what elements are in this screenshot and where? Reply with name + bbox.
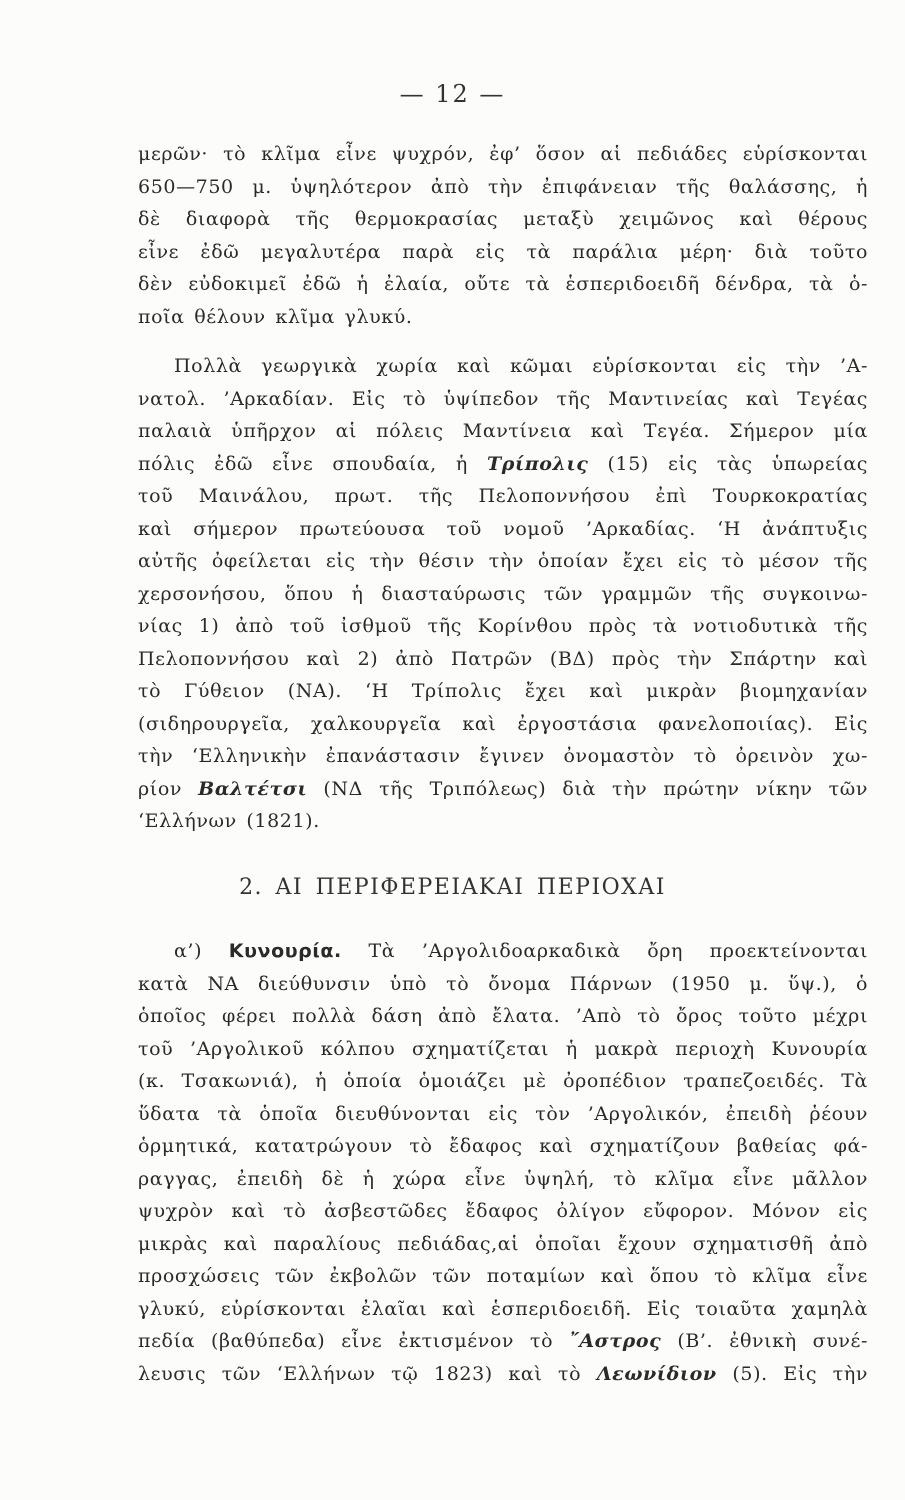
place-name-tripolis: Τρίπολις: [487, 452, 589, 475]
text-line: δὲν εὐδοκιμεῖ ἐδῶ ἡ ἐλαία, οὔτε τὰ ἑσπεριδοειδῆ δένδρα, τὰ ὁ-: [138, 273, 868, 295]
text-line: νίας 1) ἀπὸ τοῦ ἰσθμοῦ τῆς Κορίνθου πρὸς τὰ νοτιοδυτικὰ τῆς: [138, 615, 868, 637]
text-line: νατολ. ’Αρκαδίαν. Εἰς τὸ ὑψίπεδον τῆς Μαντινείας καὶ Τεγέας: [138, 387, 868, 410]
text-run: ρίον: [138, 777, 183, 800]
text-line: τοῦ Μαινάλου, πρωτ. τῆς Πελοποννήσου ἐπὶ Τουρκοκρατίας: [138, 485, 868, 507]
text-line: 650—750 μ. ὑψηλότερον ἀπὸ τὴν ἐπιφάνειαν τῆς θαλάσσης, ἡ: [138, 175, 868, 198]
paragraph-kynouria: [138, 935, 868, 1390]
text-run: (5). Εἰς τὴν: [732, 1362, 868, 1385]
text-line: ὕδατα τὰ ὁποῖα διευθύνονται εἰς τὸν ’Αργολικόν, ἐπειδὴ ῥέουν: [138, 1102, 868, 1125]
text-line: τοῦ ’Αργολικοῦ κόλπου σχηματίζεται ἡ μακρὰ περιοχὴ Κυνουρία: [138, 1037, 868, 1060]
text-line: [138, 448, 868, 481]
text-line: τὸ Γύθειον (ΝΑ). ‘Η Τρίπολις ἔχει καὶ μικρὰν βιομηχανίαν: [138, 680, 868, 702]
text-line: κατὰ ΝΑ διεύθυνσιν ὑπὸ τὸ ὄνομα Πάρνων (1950 μ. ὕψ.), ὁ: [138, 972, 868, 995]
text-line: εἶνε ἐδῶ μεγαλυτέρα παρὰ εἰς τὰ παράλια μέρη· διὰ τοῦτο: [138, 240, 868, 263]
text-line: προσχώσεις τῶν ἐκβολῶν τῶν ποταμίων καὶ ὅπου τὸ κλῖμα εἶνε: [138, 1265, 868, 1287]
text-line: [138, 773, 868, 806]
text-line: αὐτῆς ὀφείλεται εἰς τὴν θέσιν τὴν ὁποίαν ἔχει εἰς τὸ μέσον τῆς: [138, 550, 868, 572]
section-heading: 2. ΑΙ ΠΕΡΙΦΕΡΕΙΑΚΑΙ ΠΕΡΙΟΧΑΙ: [239, 875, 666, 900]
text-line: (σιδηρουργεῖα, χαλκουργεῖα καὶ ἐργοστάσια φανελοποιίας). Εἰς: [138, 712, 868, 735]
text-run: (Β’. ἐθνικὴ συνέ-: [677, 1330, 868, 1352]
text-run: λευσις τῶν ‘Ελλήνων τῷ 1823) καὶ τὸ: [138, 1362, 582, 1385]
place-name-valtetsi: Βαλτέτσι: [198, 777, 308, 800]
text-line: δὲ διαφορὰ τῆς θερμοκρασίας μεταξὺ χειμῶνος καὶ θέρους: [138, 208, 868, 230]
place-name-leonidion: Λεωνίδιον: [596, 1362, 717, 1385]
text-line: ψυχρὸν καὶ τὸ ἀσβεστῶδες ἔδαφος ὀλίγον εὔφορον. Μόνον εἰς: [138, 1200, 868, 1222]
text-line: ‘Ελλήνων (1821).: [138, 810, 320, 832]
text-line: παλαιὰ ὑπῆρχον αἱ πόλεις Μαντίνεια καὶ Τεγέα. Σήμερον μία: [138, 420, 868, 442]
text-line: μερῶν· τὸ κλῖμα εἶνε ψυχρόν, ἐφ’ ὅσον αἱ πεδιάδες εὑρίσκονται: [138, 143, 868, 165]
text-line: (κ. Τσακωνιά), ἡ ὁποία ὁμοιάζει μὲ ὀροπέδιον τραπεζοειδές. Τὰ: [138, 1070, 868, 1092]
text-run: πεδία (βαθύπεδα) εἶνε ἐκτισμένον τὸ: [138, 1330, 554, 1352]
text-line: [138, 935, 868, 968]
text-line: μικρὰς καὶ παραλίους πεδιάδας,αἱ ὁποῖαι ἔχουν σχηματισθῆ ἀπὸ: [138, 1232, 868, 1255]
text-run: (ΝΔ τῆς Τριπόλεως) διὰ τὴν πρώτην νίκην τῶν: [323, 777, 868, 800]
text-line: ραγγας, ἐπειδὴ δὲ ἡ χώρα εἶνε ὑψηλή, τὸ κλῖμα εἶνε μᾶλλον: [138, 1167, 868, 1190]
paragraph-climate: [138, 138, 868, 333]
region-name-kynouria: Κυνουρία.: [228, 940, 342, 962]
paragraph-tripolis: [138, 350, 868, 838]
text-line: ὁποῖος φέρει πολλὰ δάση ἀπὸ ἔλατα. ’Απὸ τὸ ὄρος τοῦτο μέχρι: [138, 1005, 868, 1027]
text-line: γλυκύ, εὑρίσκονται ἐλαῖαι καὶ ἑσπεριδοειδῆ. Εἰς τοιαῦτα χαμηλὰ: [138, 1297, 868, 1320]
text-line: Πολλὰ γεωργικὰ χωρία καὶ κῶμαι εὑρίσκονται εἰς τὴν ’Α-: [174, 355, 868, 377]
text-run: (15) εἰς τὰς ὑπωρείας: [607, 452, 868, 475]
text-line: [138, 1325, 868, 1358]
text-line: ὁρμητικά, κατατρώγουν τὸ ἔδαφος καὶ σχηματίζουν βαθείας φά-: [138, 1135, 868, 1157]
text-line: καὶ σήμερον πρωτεύουσα τοῦ νομοῦ ’Αρκαδίας. ‘Η ἀνάπτυξις: [138, 517, 868, 540]
text-line: τὴν ‘Ελληνικὴν ἐπανάστασιν ἔγινεν ὀνομαστὸν τὸ ὀρεινὸν χω-: [138, 745, 868, 767]
text-run: α’): [174, 940, 203, 962]
place-name-astros: ῎Αστρος: [569, 1330, 662, 1352]
text-line: Πελοποννήσου καὶ 2) ἀπὸ Πατρῶν (ΒΔ) πρὸς τὴν Σπάρτην καὶ: [138, 647, 868, 670]
text-line: [138, 1358, 868, 1391]
text-line: ποῖα θέλουν κλῖμα γλυκύ.: [138, 305, 413, 328]
text-line: χερσονήσου, ὅπου ἡ διασταύρωσις τῶν γραμμῶν τῆς συγκοινω-: [138, 582, 868, 605]
text-run: πόλις ἐδῶ εἶνε σπουδαία, ἡ: [138, 452, 468, 475]
text-run: Τὰ ’Αργολιδοαρκαδικὰ ὄρη προεκτείνονται: [368, 940, 868, 962]
page-number: — 12 —: [399, 80, 506, 108]
